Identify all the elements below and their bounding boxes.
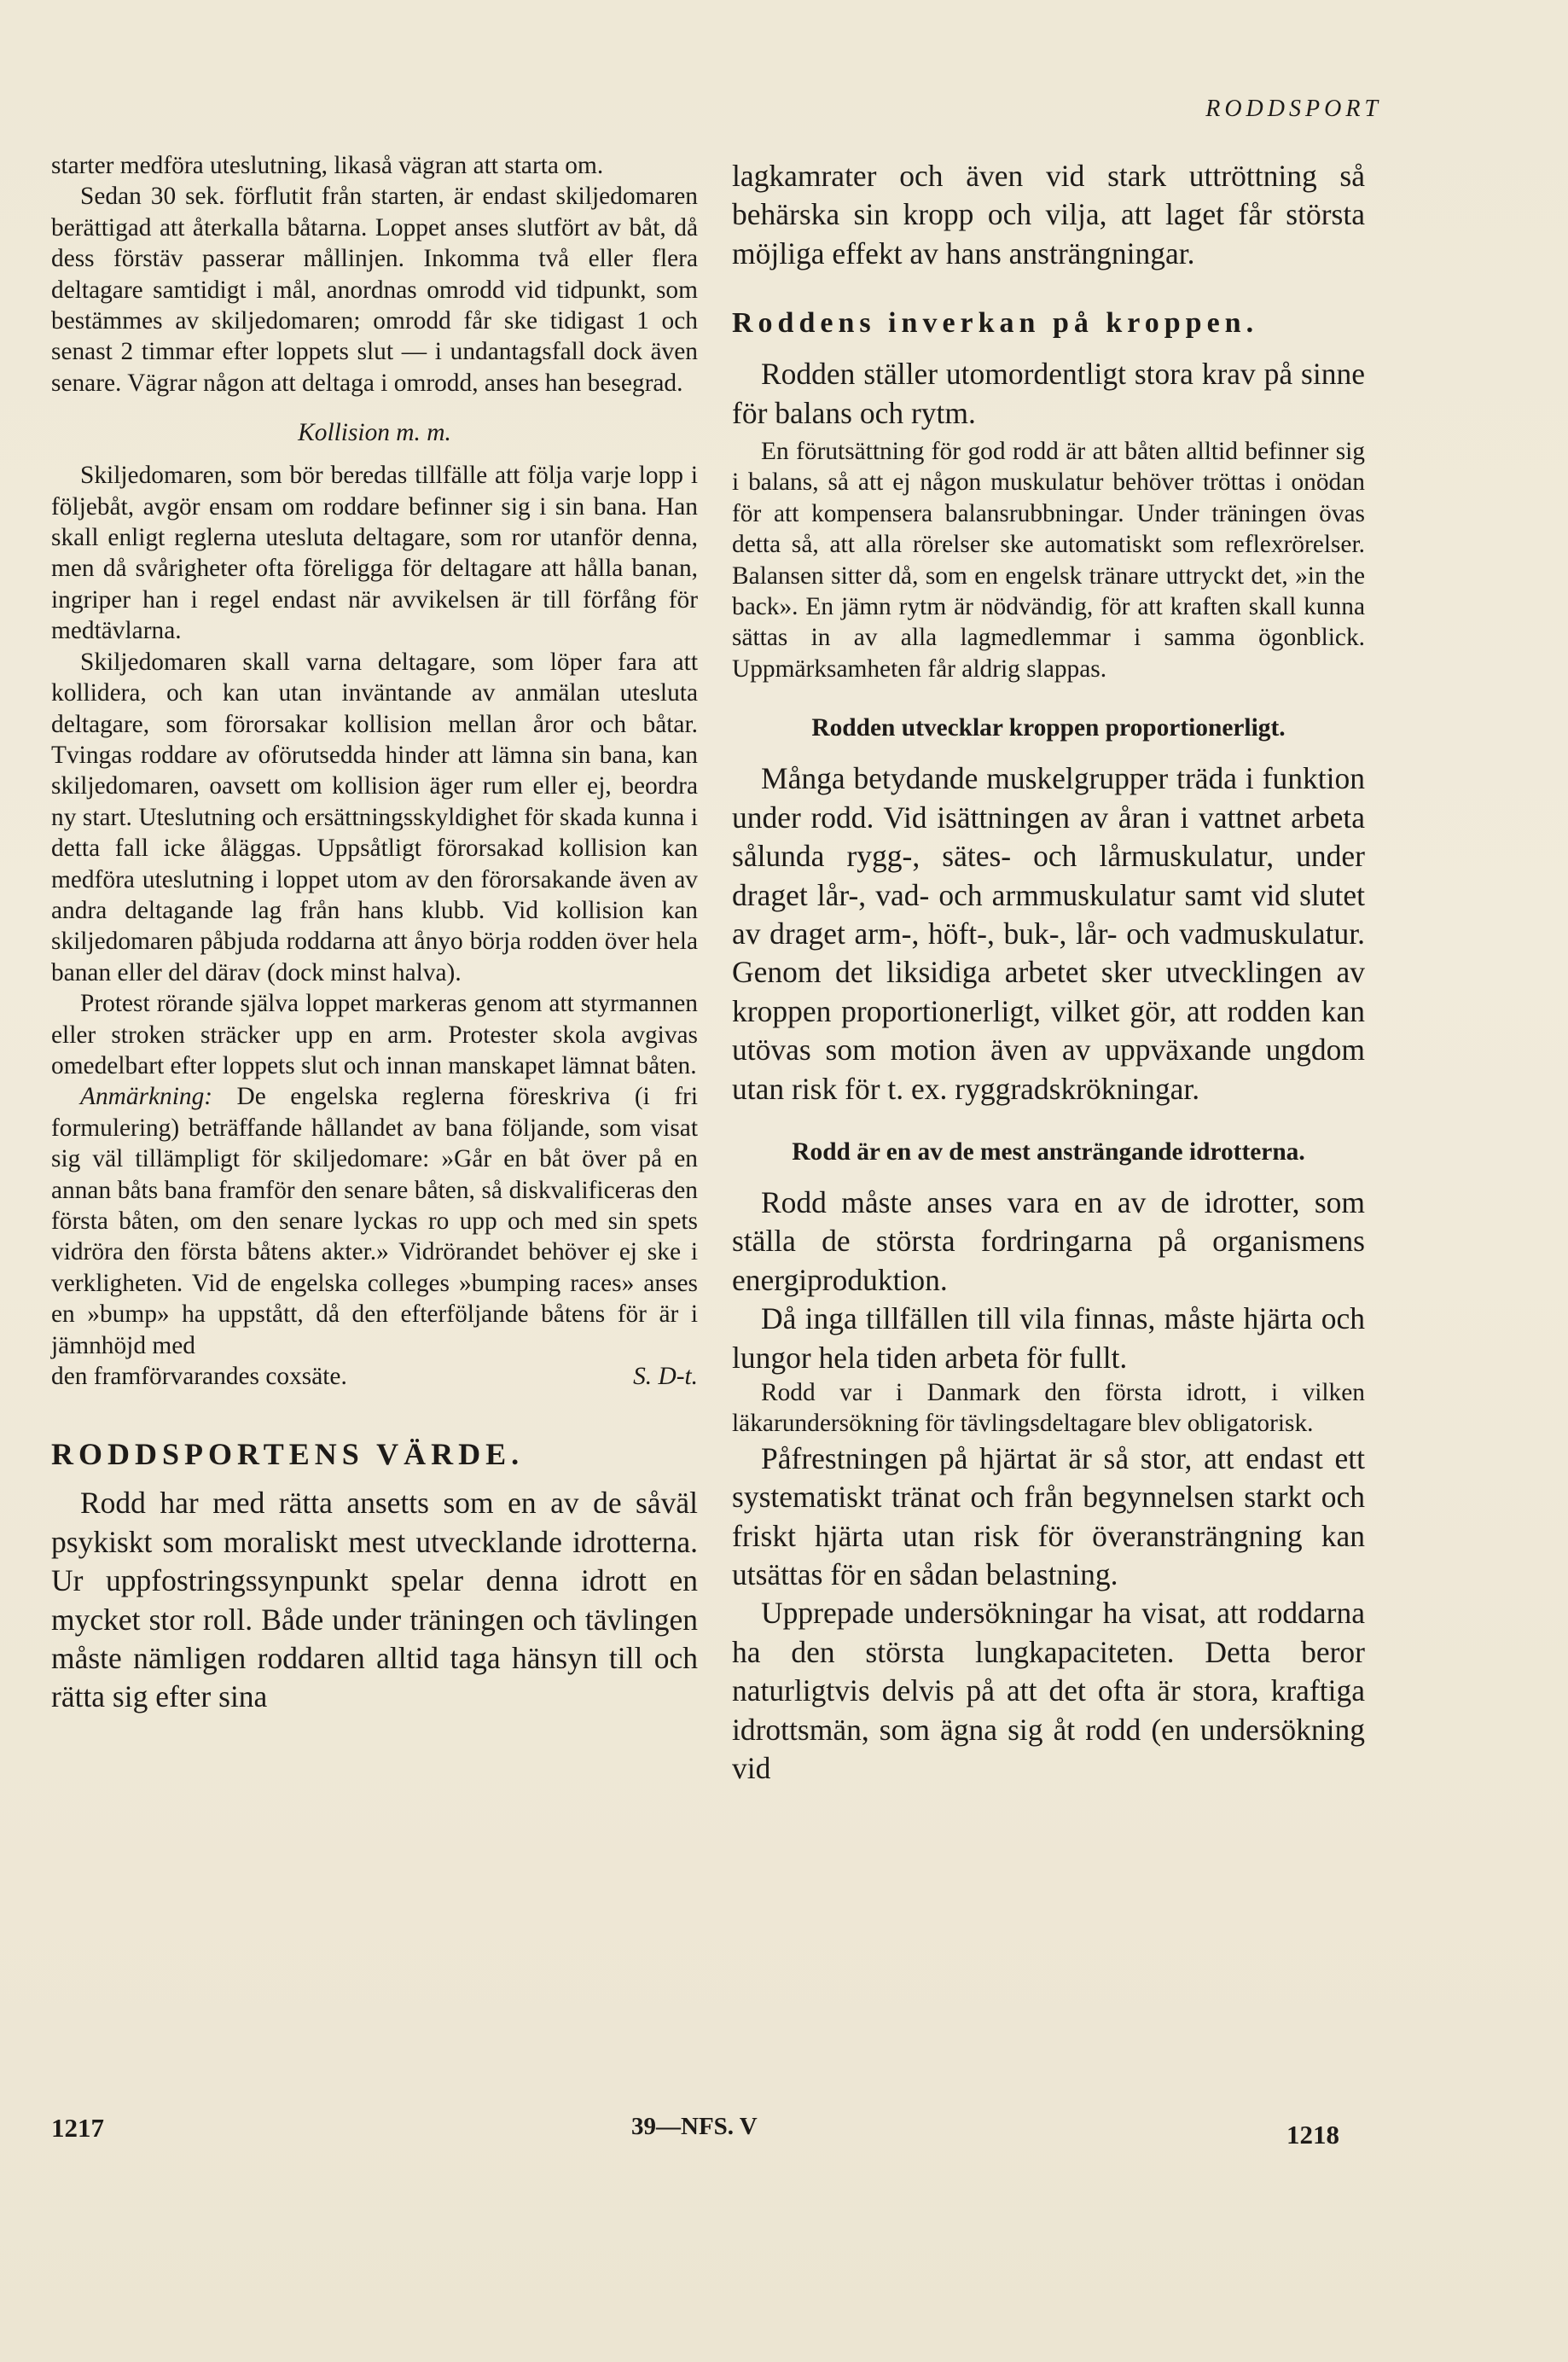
paragraph-sedan: Sedan 30 sek. förflutit från starten, är endast skiljedomaren berättigad att återkalla båtarna. Loppet anses slutfört av båt, då dess förstäv passerar mållinjen. Inkomma två eller flera deltagare samtidigt i mål, anordnas omrodd vid tidpunkt, som bestämmes av skiljedomaren; omrodd får ske tidigast 1 och senast 2 timmar efter loppets slut — i undantagsfall dock även senare. Vägrar någon att deltaga i omrodd, anses han besegrad.: [51, 183, 698, 397]
left-column: [51, 150, 698, 1717]
paragraph-varde: Rodd har med rätta ansetts som en av de såväl psykiskt som moraliskt mest utvecklande idrotterna. Ur uppfostringssynpunkt spelar denna idrott en mycket stor roll. Både under träningen och tävlingen måste nämligen roddaren alltid taga hänsyn till och rätta sig efter sina: [51, 1486, 698, 1714]
heading-roddens-inverkan: Roddens inverkan på kroppen.: [732, 307, 1259, 340]
right-column: [732, 157, 1365, 1788]
paragraph-staller: Rodden ställer utomordentligt stora krav på sinne för balans och rytm.: [732, 357, 1365, 430]
subheading-kollision: Kollision m. m.: [298, 419, 451, 447]
anmarkning-last-line: den framförvarandes coxsäte.: [51, 1363, 347, 1391]
paragraph-maste: Rodd måste anses vara en av de idrotter, som ställa de största fordringarna på organismens energiproduktion.: [732, 1184, 1365, 1297]
paragraph-protest: Protest rörande själva loppet markeras genom att styrmannen eller stroken sträcker upp en arm. Protester skola avgivas omedelbart efter loppets slut och innan manskapet lämnat båten.: [51, 990, 698, 1079]
signature-line: [51, 1361, 698, 1392]
heading-roddsportens-varde: RODDSPORTENS VÄRDE.: [51, 1437, 525, 1472]
anmarkning-label: Anmärkning:: [80, 1083, 213, 1111]
paragraph-skiljedomaren-1: Skiljedomaren, som bör beredas tillfälle att följa varje lopp i följebåt, avgör ensam om roddare befinner sig i sin bana. Han skall enligt reglerna utesluta deltagare, som ror utanför denna, men då svårigheter ofta föreligga för deltagare att hålla banan, ingriper han i regel endast när avvikelsen är till förfång för medtävlarna.: [51, 462, 698, 645]
running-head: RODDSPORT: [1205, 96, 1382, 122]
paragraph-lagkamrater: lagkamrater och även vid stark uttröttning så behärska sin kropp och vilja, att laget får största möjliga effekt av hans ansträngningar.: [732, 159, 1365, 271]
paragraph-anmarkning: [51, 1081, 698, 1361]
paragraph-danmark: Rodd var i Danmark den första idrott, i vilken läkarundersökning för tävlingsdeltagare blev obligatorisk.: [732, 1378, 1365, 1438]
paragraph-upprepade: Upprepade undersökningar ha visat, att roddarna ha den största lungkapaciteten. Detta beror naturligtvis delvis på att det ofta är stora, kraftiga idrottsmän, som ägna sig åt rodd (en undersökning vid: [732, 1596, 1365, 1786]
page-number-right: 1218: [1286, 2120, 1339, 2150]
heading-anstrangande: Rodd är en av de mest ansträngande idrotterna.: [792, 1137, 1305, 1166]
footer-signature-mark: 39—NFS. V: [631, 2113, 758, 2140]
anmarkning-text: De engelska reglerna föreskriva (i fri formulering) beträffande hållandet av bana följande, som visat sig väl tillämpligt för skiljedomare: »Går en båt över på en annan båts bana framför den senare båten, så diskvalificeras den första båten, om den senare lyckas ro upp och med sin spets vidröra den första båtens akter.» Vidrörandet behöver ej ske i verkligheten. Vid de engelska colleges »bumping races» anses en »bump» ha uppstått, då den efterföljande båtens för är i jämnhöjd med: [51, 1083, 698, 1359]
paragraph-skiljedomaren-2: Skiljedomaren skall varna deltagare, som löper fara att kollidera, och kan utan inväntande av anmälan utesluta deltagare, som förorsakar kollision mellan åror och båtar. Tvingas roddare av oförutsedda hinder att lämna sin bana, kan skiljedomaren, oavsett om kollision äger rum eller ej, beordra ny start. Uteslutning och ersättningsskyldighet för skada kunna i detta fall icke åläggas. Uppsåtligt förorsakad kollision kan medföra uteslutning i loppet utom av den förorsakande även av andra deltagande lag från hans klubb. Vid kollision kan skiljedomaren påbjuda roddarna att ånyo börja rodden över hela banan eller del därav (dock minst halva).: [51, 648, 698, 986]
paragraph-manga: Många betydande muskelgrupper träda i funktion under rodd. Vid isättningen av åran i vattnet arbeta sålunda rygg-, sätes- och lårmuskulatur, under draget lår-, vad- och armmuskulatur samt vid slutet av draget arm-, höft-, buk-, lår- och vadmuskulatur. Genom det liksidiga arbetet sker utvecklingen av kroppen proportionerligt, vilket gör, att rodden kan utövas som motion även av uppväxande ungdom utan risk för t. ex. ryggradskrökningar.: [732, 761, 1365, 1106]
paragraph-pafrestning: Påfrestningen på hjärtat är så stor, att endast ett systematiskt tränat och från begynnelsen starkt och friskt hjärta utan risk för överansträngning kan utsättas för en sådan belastning.: [732, 1440, 1365, 1591]
paragraph-forutsattning: En förutsättning för god rodd är att båten alltid befinner sig i balans, så att ej någon muskulatur behöver tröttas i onödan för att kompensera balansrubbningar. Under träningen övas detta så, att alla rörelser ske automatiskt som reflexrörelser. Balansen sitter då, som en engelsk tränare uttryckt det, »in the back». En jämn rytm är nödvändig, för att kraften skall kunna sättas in av alla lagmedlemmar i samma ögonblick. Uppmärksamheten får aldrig slappas.: [732, 438, 1365, 683]
paragraph-da: Då inga tillfällen till vila finnas, måste hjärta och lungor hela tiden arbeta för fullt.: [732, 1301, 1365, 1375]
page-number-left: 1217: [51, 2113, 104, 2143]
paragraph-start: starter medföra uteslutning, likaså vägran att starta om.: [51, 152, 604, 179]
heading-rodden-utvecklar: Rodden utvecklar kroppen proportionerligt.: [811, 714, 1286, 742]
signature: S. D-t.: [633, 1363, 698, 1391]
